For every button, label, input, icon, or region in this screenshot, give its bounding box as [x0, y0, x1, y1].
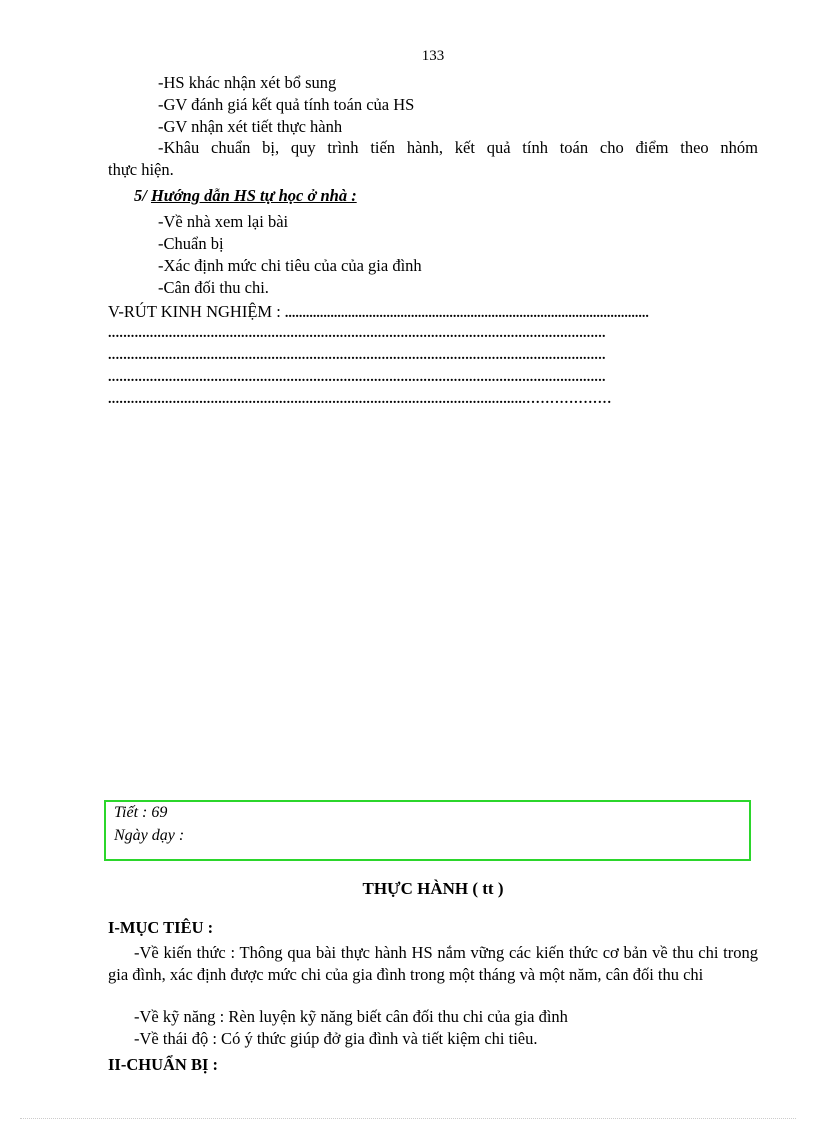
list-item: -Về nhà xem lại bài — [158, 212, 289, 231]
list-item: -HS khác nhận xét bổ sung — [158, 73, 337, 92]
period-label: Tiết : 69 — [114, 804, 168, 821]
date-label: Ngày dạy : — [114, 827, 185, 844]
page-bottom-rule — [20, 1118, 796, 1119]
preparation-heading: II-CHUẨN BỊ : — [108, 1055, 219, 1074]
dotted-line: ................................................................................................................................... — [108, 326, 606, 341]
section-title: Hướng dẫn HS tự học ở nhà : — [150, 186, 357, 205]
list-item: -GV nhận xét tiết thực hành — [158, 117, 343, 136]
knowledge-paragraph — [108, 942, 758, 986]
list-item: -Chuẩn bị — [158, 234, 224, 253]
objectives-heading: I-MỤC TIÊU : — [108, 918, 214, 937]
section-number: 5/ — [134, 186, 147, 205]
dotted-line: ................................................................................................................................... — [108, 370, 606, 385]
list-item: -Cân đối thu chi. — [158, 278, 269, 297]
skills-line: -Về kỹ năng : Rèn luyện kỹ năng biết cân đối thu chi của gia đình — [134, 1007, 568, 1026]
attitude-line: -Về thái độ : Có ý thức giúp đở gia đình và tiết kiệm chi tiêu. — [134, 1029, 538, 1048]
lesson-title: THỰC HÀNH ( tt ) — [362, 879, 504, 898]
dotted-line: ..............................................................................................................……………… — [108, 392, 612, 407]
section-heading — [134, 186, 357, 206]
dotted-fill: ........................................................................................................ — [284, 306, 649, 321]
knowledge-text: -Về kiến thức : Thông qua bài thực hành HS nắm vững các kiến thức cơ bản về thu chi trong gia đình, xác định được mức chi của gia đình trong một tháng và một năm, cân đối thu chi — [108, 943, 758, 984]
lesson-info-box — [104, 800, 751, 861]
list-item: -GV đánh giá kết quả tính toán của HS — [158, 95, 415, 114]
page-number: 133 — [421, 48, 445, 64]
paragraph-line: -Khâu chuẩn bị, quy trình tiến hành, kết quả tính toán cho điểm theo nhóm — [158, 138, 758, 157]
evaluation-paragraph — [108, 137, 758, 181]
list-item: -Xác định mức chi tiêu của của gia đình — [158, 256, 422, 275]
dotted-line: ................................................................................................................................... — [108, 348, 606, 363]
experience-label: V-RÚT KINH NGHIỆM : — [108, 302, 281, 321]
experience-line — [108, 302, 649, 322]
paragraph-line: thực hiện. — [108, 160, 174, 179]
